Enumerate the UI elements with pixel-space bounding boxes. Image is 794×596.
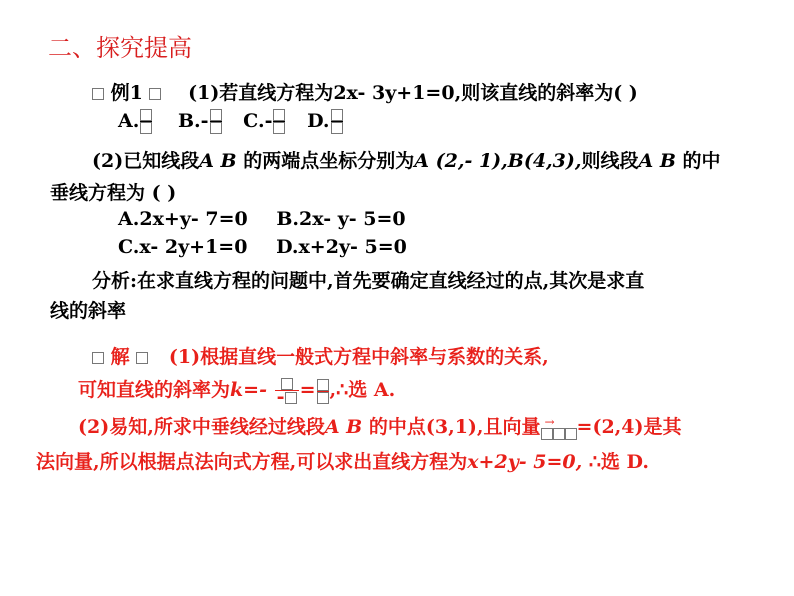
solution-line-3: (2)易知,所求中垂线经过线段A B 的中点(3,1),且向量 → =(2,4)是其 xyxy=(78,415,682,438)
option-a: A. xyxy=(118,110,153,132)
choice-b: B.2x- y- 5=0 xyxy=(276,208,406,230)
example-question-1 xyxy=(92,78,638,105)
option-c: C.- xyxy=(243,110,286,132)
missing-glyph-icon xyxy=(92,352,104,364)
option-b: B.- xyxy=(178,110,223,132)
choice-c: C.x- 2y+1=0 xyxy=(118,236,248,258)
missing-glyph-icon xyxy=(136,352,148,364)
missing-glyph-icon xyxy=(92,88,104,100)
vector-ab: → xyxy=(541,427,577,440)
choice-a: A.2x+y- 7=0 xyxy=(118,208,248,230)
solution-tag: 解 xyxy=(110,346,130,368)
q1-equation: 2x- 3y+1=0, xyxy=(333,82,462,104)
analysis-line-1: 分析:在求直线方程的问题中,首先要确定直线经过的点,其次是求直 xyxy=(92,270,645,292)
q1-options xyxy=(118,109,344,134)
option-d: D. xyxy=(307,110,343,132)
q2-choices-row-1 xyxy=(118,208,406,230)
section-title: 二、探究提高 xyxy=(48,34,192,62)
solution-line-4: 法向量,所以根据点法向式方程,可以求出直线方程为x+2y- 5=0, ∴选 D. xyxy=(36,451,649,473)
example-tag: 例1 xyxy=(110,82,143,104)
q2-line-1: (2)已知线段A B 的两端点坐标分别为A (2,- 1),B(4,3),则线段A B 的中 xyxy=(92,150,721,172)
q2-line-2: 垂线方程为 ( ) xyxy=(50,182,177,204)
q1-text: (1)若直线方程为 xyxy=(188,82,334,104)
analysis-line-2: 线的斜率 xyxy=(50,300,127,322)
solution-line-1: 解 (1)根据直线一般式方程中斜率与系数的关系, xyxy=(92,342,549,369)
choice-d: D.x+2y- 5=0 xyxy=(276,236,407,258)
solution-line-2: 可知直线的斜率为k=- - = ,∴选 A. xyxy=(78,379,396,408)
q1-tail: 则该直线的斜率为( ) xyxy=(461,82,638,104)
q2-choices-row-2 xyxy=(118,236,407,258)
missing-glyph-icon xyxy=(149,88,161,100)
